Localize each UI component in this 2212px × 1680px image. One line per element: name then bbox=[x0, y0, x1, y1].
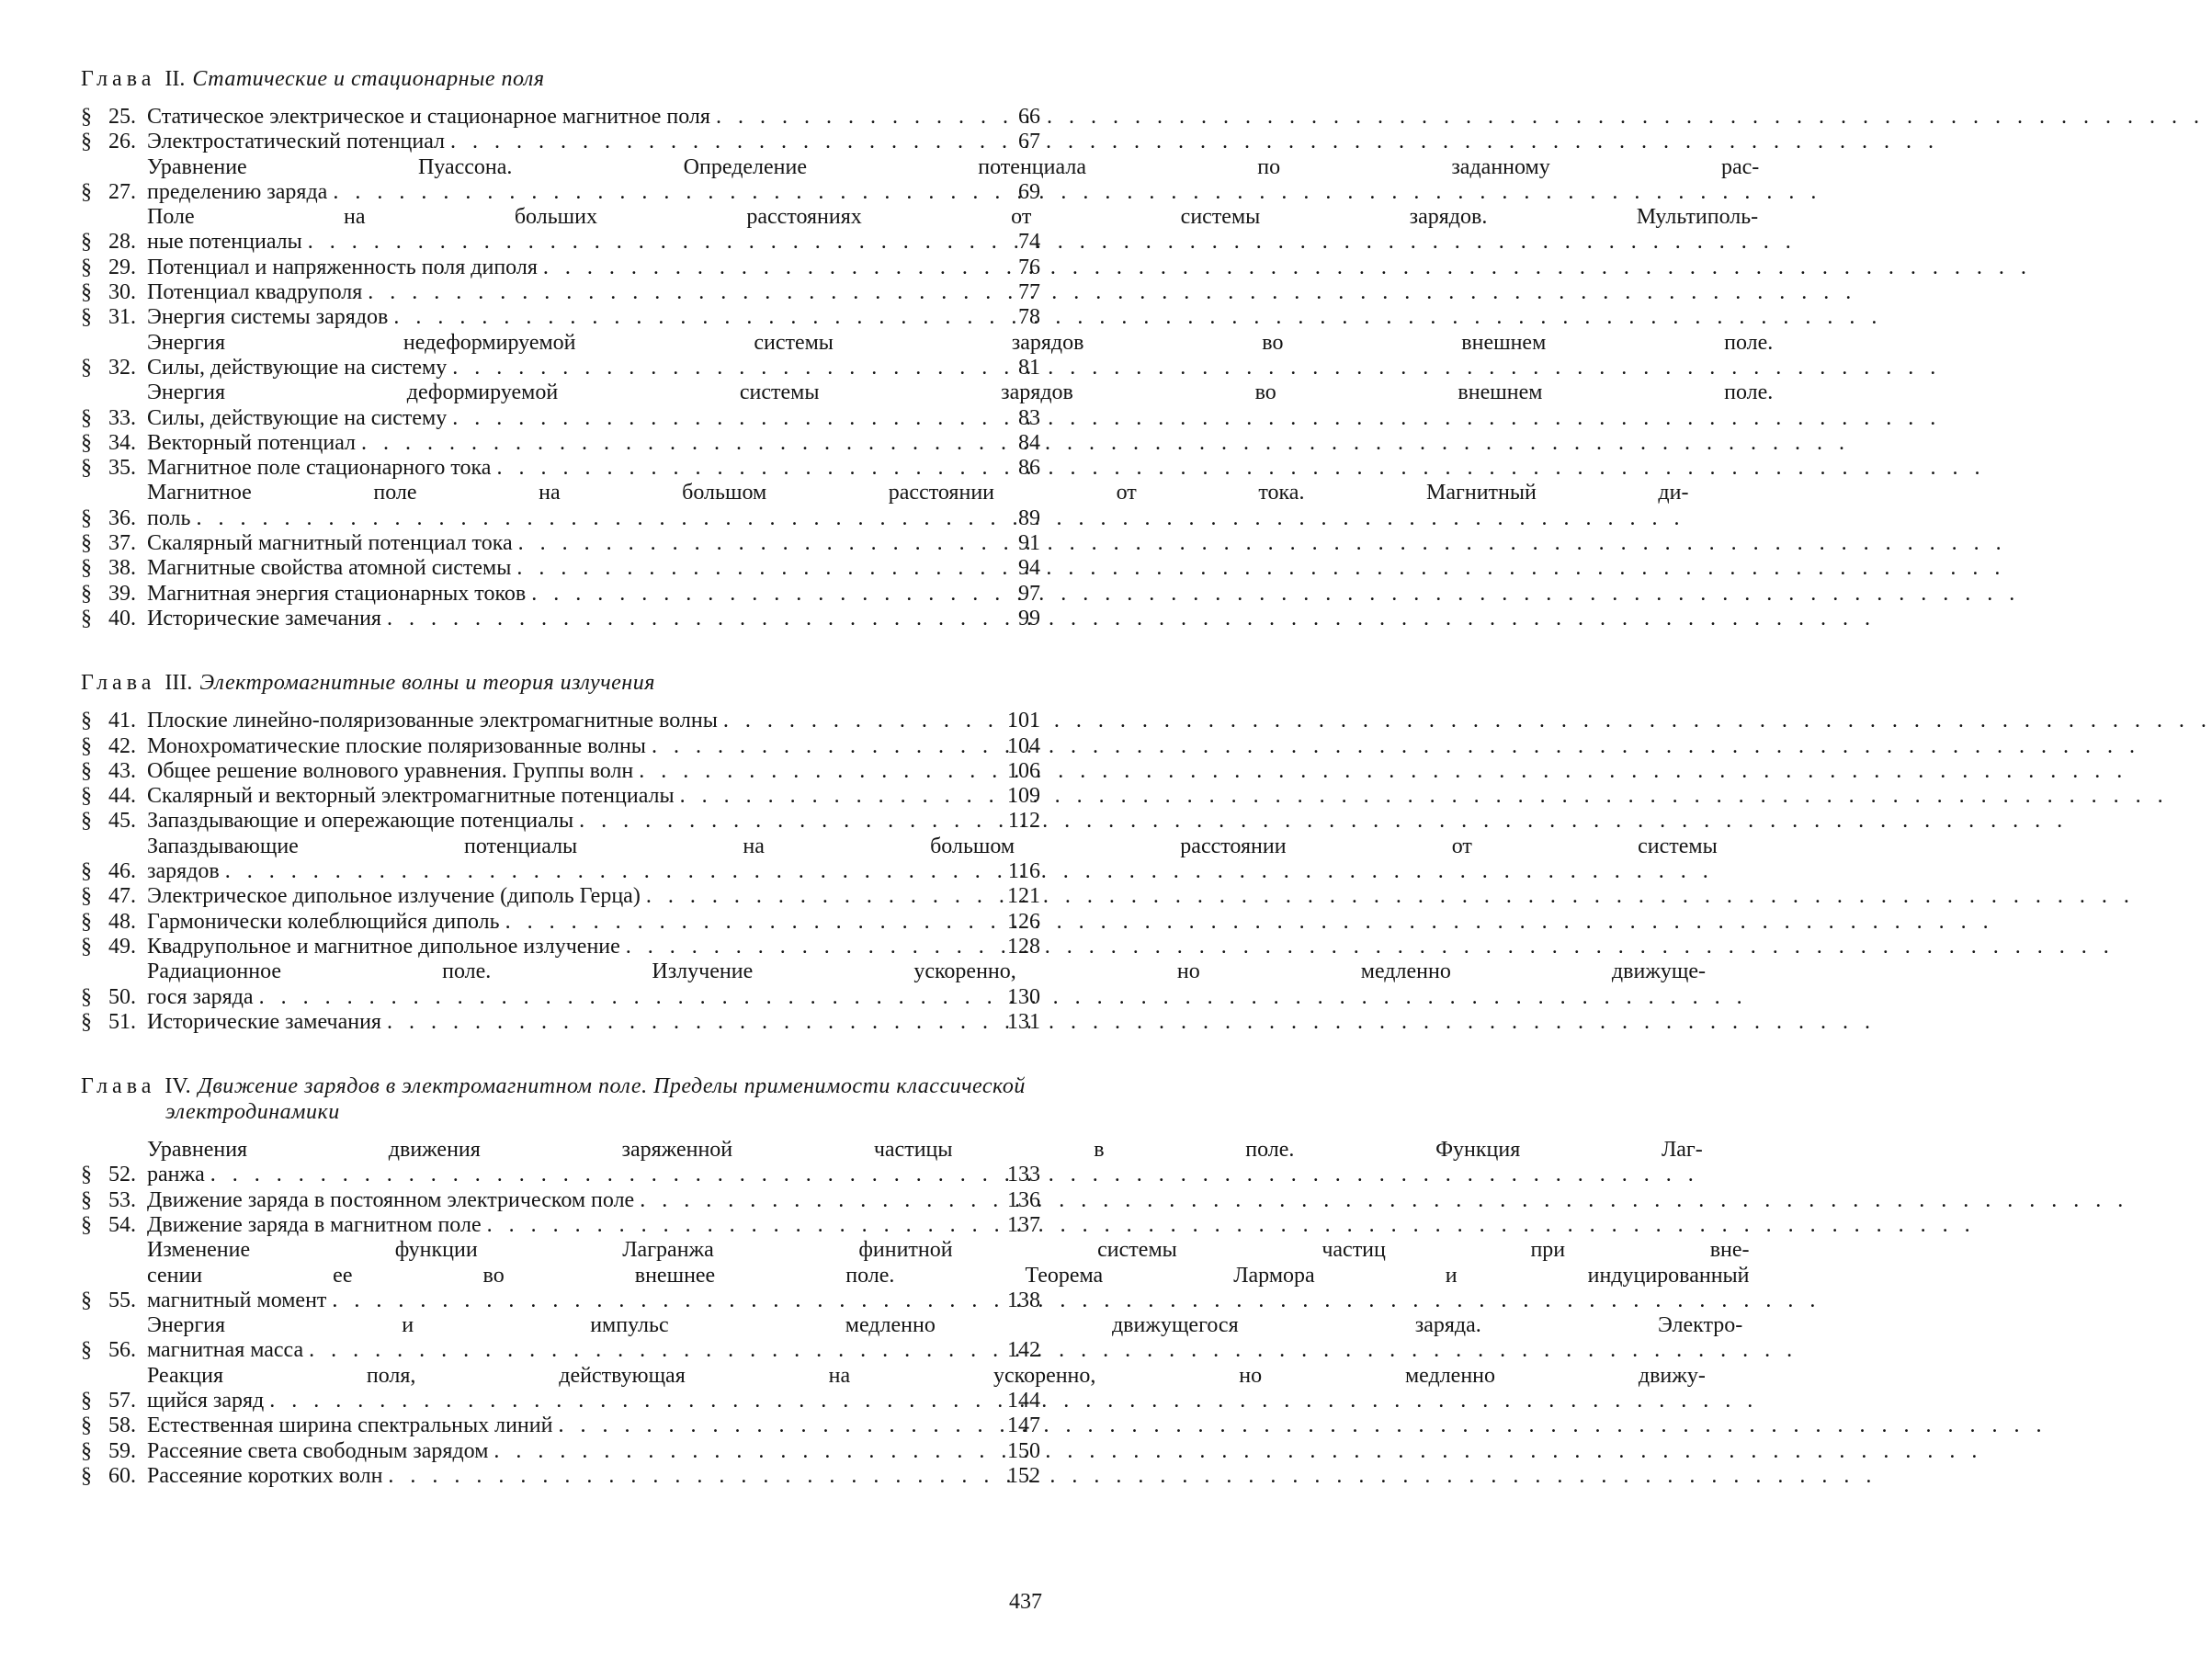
section-title-line: Магнитное поле на большом расстоянии от тока. Магнитный ди- bbox=[147, 481, 1689, 505]
section-number: 25. bbox=[108, 105, 136, 129]
leader-dots bbox=[361, 431, 993, 456]
page-reference: 83 bbox=[1018, 405, 1040, 430]
page-reference: 109 bbox=[1007, 784, 1040, 809]
section-number: 28. bbox=[108, 230, 136, 255]
section-sign: § bbox=[81, 556, 92, 581]
page-reference: 74 bbox=[1018, 230, 1040, 255]
page-reference: 97 bbox=[1018, 581, 1040, 606]
leader-dots bbox=[393, 305, 993, 330]
toc-entry[interactable] bbox=[81, 784, 1040, 809]
leader-dots bbox=[626, 935, 993, 959]
toc-entry[interactable] bbox=[81, 759, 1040, 784]
section-title-line: ранжа bbox=[147, 1163, 205, 1187]
section-sign: § bbox=[81, 606, 92, 630]
section-title: Плоские линейно-поляризованные электромагнитные волны bbox=[147, 709, 718, 733]
toc-entry[interactable] bbox=[81, 205, 1759, 255]
section-sign: § bbox=[81, 581, 92, 606]
page-reference: 136 bbox=[1007, 1187, 1040, 1212]
section-number: 43. bbox=[108, 758, 136, 783]
chapter-title: Электромагнитные волны и теория излучения bbox=[199, 671, 655, 696]
page-reference: 130 bbox=[1007, 984, 1040, 1009]
page-reference: 69 bbox=[1018, 179, 1040, 204]
section-sign: § bbox=[81, 1288, 92, 1312]
leader-dots bbox=[518, 531, 993, 556]
chapter-heading bbox=[81, 66, 1040, 92]
leader-dots bbox=[639, 759, 993, 784]
toc-entry[interactable] bbox=[81, 380, 1774, 431]
section-number: 60. bbox=[108, 1463, 136, 1488]
section-title-line: Силы, действующие на систему bbox=[147, 355, 448, 380]
page-reference: 78 bbox=[1018, 305, 1040, 330]
section-sign: § bbox=[81, 1009, 92, 1034]
leader-dots bbox=[579, 809, 993, 834]
section-sign: § bbox=[81, 1389, 92, 1413]
section-title-line: пределению заряда bbox=[147, 179, 328, 204]
page-reference: 150 bbox=[1007, 1438, 1040, 1463]
leader-dots bbox=[269, 1389, 1702, 1413]
section-title: Магнитная энергия стационарных токов bbox=[147, 581, 527, 606]
section-number: 26. bbox=[108, 130, 136, 154]
section-title-line: Радиационное поле. Излучение ускоренно, но медленно движуще- bbox=[147, 959, 1707, 984]
toc-entry[interactable] bbox=[81, 910, 1040, 935]
section-number: 36. bbox=[108, 505, 136, 530]
chapter-block bbox=[81, 1073, 1750, 1489]
leader-dots bbox=[516, 556, 993, 581]
page-reference: 86 bbox=[1018, 456, 1040, 481]
leader-dots bbox=[368, 280, 993, 305]
toc-entry[interactable] bbox=[81, 481, 1689, 531]
toc-entry[interactable] bbox=[81, 1439, 1040, 1464]
section-title-line: Уравнение Пуассона. Определение потенциала по заданному рас- bbox=[147, 154, 1760, 179]
section-title: Потенциал квадруполя bbox=[147, 280, 363, 305]
section-title: Общее решение волнового уравнения. Группы волн bbox=[147, 758, 634, 783]
toc-entry[interactable] bbox=[81, 305, 1040, 330]
section-sign: § bbox=[81, 1187, 92, 1212]
section-number: 49. bbox=[108, 934, 136, 959]
page-reference: 142 bbox=[1007, 1338, 1040, 1363]
section-title: Естественная ширина спектральных линий bbox=[147, 1413, 553, 1438]
section-number: 45. bbox=[108, 809, 136, 834]
leader-dots bbox=[452, 406, 1769, 431]
section-number: 48. bbox=[108, 909, 136, 934]
section-number: 57. bbox=[108, 1389, 136, 1413]
page-reference: 106 bbox=[1007, 758, 1040, 783]
toc-entry[interactable] bbox=[81, 1188, 1040, 1213]
section-sign: § bbox=[81, 909, 92, 934]
leader-dots bbox=[487, 1213, 993, 1238]
section-sign: § bbox=[81, 1413, 92, 1438]
chapter-word: Глава bbox=[81, 1074, 156, 1099]
page-reference: 94 bbox=[1018, 556, 1040, 581]
section-sign: § bbox=[81, 405, 92, 430]
section-title: Скалярный и векторный электромагнитные потенциалы bbox=[147, 784, 675, 809]
chapter-gap bbox=[81, 631, 1040, 670]
section-title-line: магнитная масса bbox=[147, 1338, 304, 1363]
leader-dots bbox=[646, 884, 993, 909]
page-reference: 126 bbox=[1007, 909, 1040, 934]
page-reference: 101 bbox=[1007, 709, 1040, 733]
toc-entry[interactable] bbox=[81, 280, 1040, 305]
page-reference: 99 bbox=[1018, 606, 1040, 630]
page-reference: 144 bbox=[1007, 1389, 1040, 1413]
section-sign: § bbox=[81, 355, 92, 380]
section-title-line: Энергия деформируемой системы зарядов во внешнем поле. bbox=[147, 380, 1774, 405]
page-reference: 131 bbox=[1007, 1009, 1040, 1034]
toc-entry[interactable] bbox=[81, 1363, 1706, 1414]
toc-entry[interactable] bbox=[81, 1010, 1040, 1035]
section-title-line: Реакция поля, действующая на ускоренно, но медленно движу- bbox=[147, 1363, 1706, 1388]
toc-entry[interactable] bbox=[81, 607, 1040, 631]
page-reference: 66 bbox=[1018, 105, 1040, 129]
chapter-number: III. bbox=[164, 671, 193, 696]
page-reference: 67 bbox=[1018, 130, 1040, 154]
section-number: 37. bbox=[108, 531, 136, 556]
toc-entry[interactable] bbox=[81, 834, 1718, 885]
leader-dots bbox=[388, 1464, 993, 1489]
section-title: Запаздывающие и опережающие потенциалы bbox=[147, 809, 574, 834]
section-title: Движение заряда в постоянном электрическом поле bbox=[147, 1187, 635, 1212]
page-reference: 84 bbox=[1018, 430, 1040, 455]
section-title-line: Изменение функции Лагранжа финитной системы частиц при вне- bbox=[147, 1238, 1750, 1263]
toc-entry[interactable] bbox=[81, 330, 1774, 381]
page-reference: 104 bbox=[1007, 733, 1040, 758]
page-reference: 147 bbox=[1007, 1413, 1040, 1438]
section-sign: § bbox=[81, 884, 92, 909]
section-title: Потенциал и напряженность поля диполя bbox=[147, 255, 538, 279]
toc-entry[interactable] bbox=[81, 709, 1040, 733]
leader-dots bbox=[225, 859, 1714, 884]
toc-entry[interactable] bbox=[81, 935, 1040, 959]
leader-dots bbox=[723, 709, 993, 733]
section-number: 42. bbox=[108, 733, 136, 758]
section-number: 51. bbox=[108, 1009, 136, 1034]
section-title-line: Уравнения движения заряженной частицы в поле. Функция Лаг- bbox=[147, 1138, 1703, 1163]
toc-entry[interactable] bbox=[81, 1213, 1040, 1238]
section-title: Энергия системы зарядов bbox=[147, 305, 389, 330]
section-number: 58. bbox=[108, 1413, 136, 1438]
toc-entry[interactable] bbox=[81, 1138, 1703, 1188]
page-reference: 116 bbox=[1007, 859, 1040, 884]
section-title-line: магнитный момент bbox=[147, 1288, 327, 1312]
section-sign: § bbox=[81, 859, 92, 884]
page-reference: 76 bbox=[1018, 255, 1040, 279]
section-title: Рассеяние коротких волн bbox=[147, 1463, 383, 1488]
section-title: Исторические замечания bbox=[147, 1009, 381, 1034]
chapter-heading bbox=[81, 670, 1040, 696]
toc-entry[interactable] bbox=[81, 130, 1040, 154]
chapter-gap bbox=[81, 1035, 1040, 1073]
section-sign: § bbox=[81, 505, 92, 530]
section-title: Монохроматические плоские поляризованные волны bbox=[147, 733, 646, 758]
section-number: 52. bbox=[108, 1163, 136, 1187]
leader-dots bbox=[493, 1439, 993, 1464]
section-sign: § bbox=[81, 1338, 92, 1363]
section-title: Электростатический потенциал bbox=[147, 130, 446, 154]
chapter-block bbox=[81, 670, 1718, 1035]
section-sign: § bbox=[81, 1163, 92, 1187]
section-number: 47. bbox=[108, 884, 136, 909]
section-sign: § bbox=[81, 709, 92, 733]
section-number: 41. bbox=[108, 709, 136, 733]
section-sign: § bbox=[81, 280, 92, 305]
section-number: 33. bbox=[108, 405, 136, 430]
section-number: 40. bbox=[108, 606, 136, 630]
section-number: 27. bbox=[108, 179, 136, 204]
section-number: 30. bbox=[108, 280, 136, 305]
section-title-line: зарядов bbox=[147, 859, 220, 884]
section-title: Магнитное поле стационарного тока bbox=[147, 456, 492, 481]
toc-entry[interactable] bbox=[81, 582, 1040, 607]
leader-dots bbox=[452, 356, 1769, 380]
section-number: 55. bbox=[108, 1288, 136, 1312]
page-reference: 77 bbox=[1018, 280, 1040, 305]
section-number: 53. bbox=[108, 1187, 136, 1212]
section-number: 35. bbox=[108, 456, 136, 481]
toc-entry[interactable] bbox=[81, 531, 1040, 556]
leader-dots bbox=[716, 105, 993, 130]
chapter-block bbox=[81, 66, 1774, 631]
chapter-title: Движение зарядов в электромагнитном поле. Пределы применимости классической электродинамики bbox=[165, 1074, 1026, 1125]
section-title-line: сении ее во внешнее поле. Теорема Лармора и индуцированный bbox=[147, 1263, 1750, 1288]
toc-entry[interactable] bbox=[81, 809, 1040, 834]
leader-dots bbox=[496, 456, 993, 481]
section-number: 50. bbox=[108, 984, 136, 1009]
section-number: 32. bbox=[108, 355, 136, 380]
chapter-word: Глава bbox=[81, 67, 156, 91]
leader-dots bbox=[259, 985, 1702, 1010]
section-sign: § bbox=[81, 179, 92, 204]
section-title: Рассеяние света свободным зарядом bbox=[147, 1438, 489, 1463]
section-title: Исторические замечания bbox=[147, 606, 381, 630]
section-number: 39. bbox=[108, 581, 136, 606]
section-title-line: Энергия и импульс медленно движущегося заряда. Электро- bbox=[147, 1313, 1743, 1338]
toc-entry[interactable] bbox=[81, 556, 1040, 581]
toc-entry[interactable] bbox=[81, 105, 1040, 130]
section-title: Гармонически колеблющийся диполь bbox=[147, 909, 500, 934]
section-sign: § bbox=[81, 1212, 92, 1237]
section-number: 34. bbox=[108, 430, 136, 455]
toc-entry[interactable] bbox=[81, 959, 1707, 1010]
toc-page bbox=[81, 66, 1774, 1489]
page-reference: 137 bbox=[1007, 1212, 1040, 1237]
section-number: 31. bbox=[108, 305, 136, 330]
section-number: 44. bbox=[108, 784, 136, 809]
leader-dots bbox=[333, 180, 1755, 205]
page-reference: 128 bbox=[1007, 934, 1040, 959]
toc-entry[interactable] bbox=[81, 1464, 1040, 1489]
page-reference: 152 bbox=[1007, 1463, 1040, 1488]
leader-dots bbox=[196, 506, 1685, 531]
toc-entry[interactable] bbox=[81, 154, 1760, 206]
toc-entry[interactable] bbox=[81, 456, 1040, 481]
page-reference: 91 bbox=[1018, 531, 1040, 556]
leader-dots bbox=[531, 582, 993, 607]
section-title-line: Силы, действующие на систему bbox=[147, 405, 448, 430]
leader-dots bbox=[210, 1163, 1699, 1187]
section-sign: § bbox=[81, 1438, 92, 1463]
section-title-line: Энергия недеформируемой системы зарядов во внешнем поле. bbox=[147, 330, 1774, 355]
leader-dots bbox=[652, 734, 993, 759]
section-title: Скалярный магнитный потенциал тока bbox=[147, 531, 513, 556]
section-sign: § bbox=[81, 784, 92, 809]
chapter-word: Глава bbox=[81, 671, 156, 696]
toc-entry[interactable] bbox=[81, 1313, 1743, 1364]
section-title: Векторный потенциал bbox=[147, 430, 357, 455]
section-sign: § bbox=[81, 230, 92, 255]
section-sign: § bbox=[81, 456, 92, 481]
section-title: Статическое электрическое и стационарное магнитное поля bbox=[147, 105, 710, 129]
page-reference: 133 bbox=[1007, 1163, 1040, 1187]
section-title: Квадрупольное и магнитное дипольное излучение bbox=[147, 934, 620, 959]
toc-entry[interactable] bbox=[81, 884, 1040, 909]
leader-dots bbox=[640, 1188, 993, 1213]
toc-entry[interactable] bbox=[81, 431, 1040, 456]
chapter-title: Статические и стационарные поля bbox=[192, 67, 545, 91]
chapter-heading bbox=[81, 1073, 1040, 1125]
section-sign: § bbox=[81, 984, 92, 1009]
section-sign: § bbox=[81, 255, 92, 279]
leader-dots bbox=[450, 130, 993, 154]
chapter-number: IV. bbox=[164, 1074, 191, 1099]
section-sign: § bbox=[81, 531, 92, 556]
page-reference: 81 bbox=[1018, 355, 1040, 380]
section-title-line: гося заряда bbox=[147, 984, 254, 1009]
section-title: Движение заряда в магнитном поле bbox=[147, 1212, 482, 1237]
section-sign: § bbox=[81, 105, 92, 129]
leader-dots bbox=[387, 607, 993, 631]
section-title-line: Запаздывающие потенциалы на большом расстоянии от системы bbox=[147, 834, 1718, 858]
section-sign: § bbox=[81, 305, 92, 330]
section-number: 56. bbox=[108, 1338, 136, 1363]
section-title-line: поль bbox=[147, 505, 191, 530]
toc-entry[interactable] bbox=[81, 734, 1040, 759]
section-sign: § bbox=[81, 430, 92, 455]
leader-dots bbox=[680, 784, 993, 809]
toc-entry[interactable] bbox=[81, 255, 1040, 280]
section-number: 29. bbox=[108, 255, 136, 279]
section-sign: § bbox=[81, 758, 92, 783]
chapter-number: II. bbox=[164, 67, 186, 91]
section-title-line: щийся заряд bbox=[147, 1389, 265, 1413]
leader-dots bbox=[558, 1413, 993, 1438]
page-reference: 112 bbox=[1007, 809, 1040, 834]
page-reference: 138 bbox=[1007, 1288, 1040, 1312]
section-title: Магнитные свойства атомной системы bbox=[147, 556, 512, 581]
section-title: Электрическое дипольное излучение (диполь Герца) bbox=[147, 884, 641, 909]
section-number: 54. bbox=[108, 1212, 136, 1237]
section-sign: § bbox=[81, 733, 92, 758]
section-number: 59. bbox=[108, 1438, 136, 1463]
section-number: 46. bbox=[108, 859, 136, 884]
page-reference: 89 bbox=[1018, 505, 1040, 530]
section-title-line: ные потенциалы bbox=[147, 230, 302, 255]
leader-dots bbox=[387, 1010, 993, 1035]
section-title-line: Поле на больших расстояниях от системы зарядов. Мультиполь- bbox=[147, 205, 1759, 230]
section-sign: § bbox=[81, 934, 92, 959]
page-reference: 121 bbox=[1007, 884, 1040, 909]
section-sign: § bbox=[81, 1463, 92, 1488]
toc-entry[interactable] bbox=[81, 1238, 1750, 1313]
page-number: 437 bbox=[1009, 1590, 1042, 1614]
section-sign: § bbox=[81, 130, 92, 154]
section-number: 38. bbox=[108, 556, 136, 581]
toc-entry[interactable] bbox=[81, 1413, 1040, 1438]
leader-dots bbox=[543, 255, 993, 280]
section-sign: § bbox=[81, 809, 92, 834]
leader-dots bbox=[505, 910, 993, 935]
